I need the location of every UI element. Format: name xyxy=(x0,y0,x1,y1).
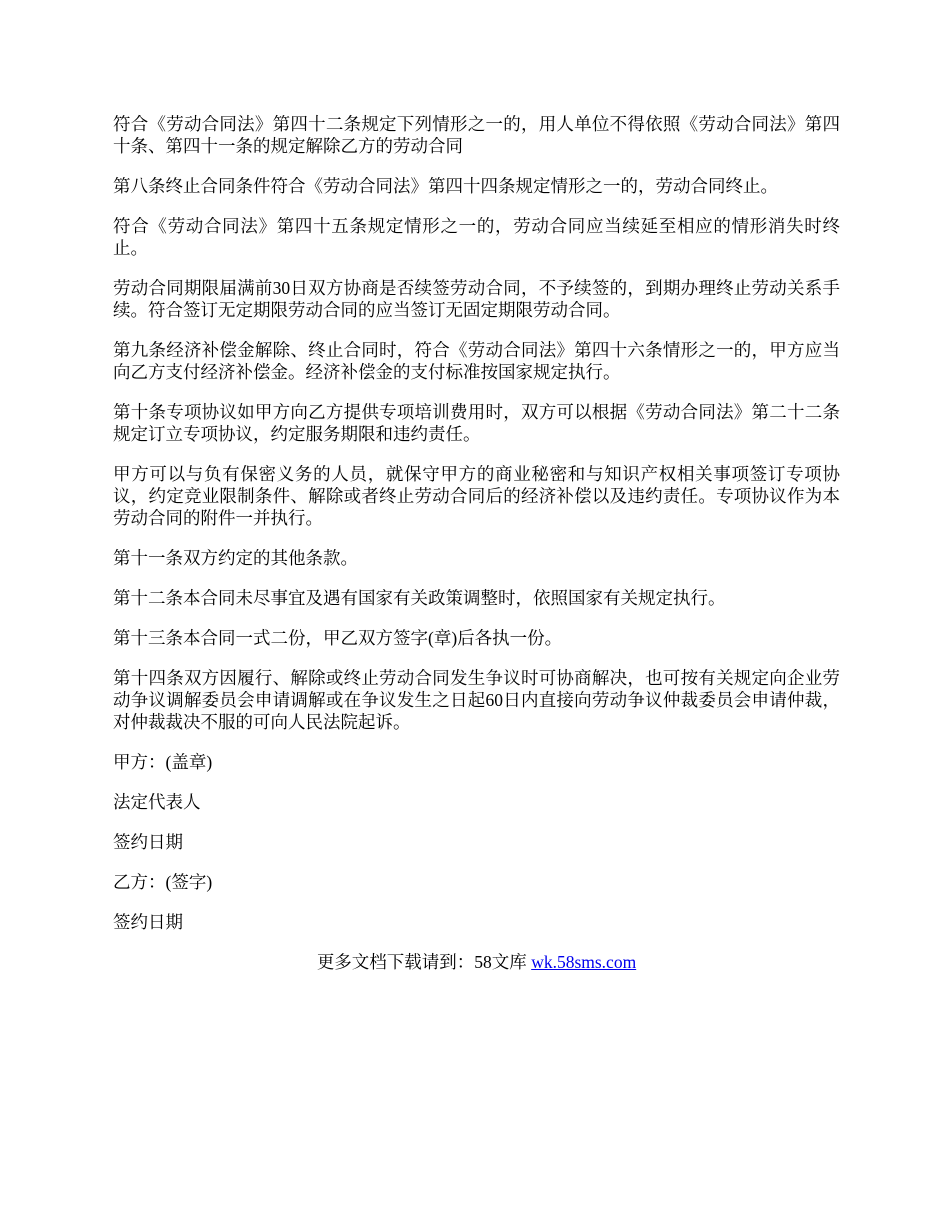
paragraph-article-13: 第十三条本合同一式二份，甲乙双方签字(章)后各执一份。 xyxy=(113,628,563,648)
paragraph-article-10: 第十条专项协议如甲方向乙方提供专项培训费用时，双方可以根据《劳动合同法》第二十二条规定订立专项协议，约定服务期限和违约责任。 xyxy=(113,402,840,444)
paragraph-renewal: 劳动合同期限届满前30日双方协商是否续签劳动合同，不予续签的，到期办理终止劳动关系手续。符合签订无定期限劳动合同的应当签订无固定期限劳动合同。 xyxy=(113,278,840,320)
download-footer xyxy=(113,951,840,973)
footer-text: 更多文档下载请到：58文库 xyxy=(316,952,532,972)
party-b-signature-label: 乙方：(签字) xyxy=(113,872,213,892)
paragraph-article-8: 第八条终止合同条件符合《劳动合同法》第四十四条规定情形之一的，劳动合同终止。 xyxy=(113,176,778,196)
party-a-seal-label: 甲方：(盖章) xyxy=(113,752,213,772)
party-a-sign-date-label: 签约日期 xyxy=(113,832,183,852)
paragraph-clause-42: 符合《劳动合同法》第四十二条规定下列情形之一的，用人单位不得依照《劳动合同法》第四十条、第四十一条的规定解除乙方的劳动合同 xyxy=(113,114,840,156)
paragraph-article-9: 第九条经济补偿金解除、终止合同时，符合《劳动合同法》第四十六条情形之一的，甲方应当向乙方支付经济补偿金。经济补偿金的支付标准按国家规定执行。 xyxy=(113,340,840,382)
legal-representative-label: 法定代表人 xyxy=(113,792,201,812)
party-b-sign-date-label: 签约日期 xyxy=(113,912,183,932)
paragraph-article-11: 第十一条双方约定的其他条款。 xyxy=(113,548,358,568)
paragraph-confidentiality: 甲方可以与负有保密义务的人员，就保守甲方的商业秘密和与知识产权相关事项签订专项协议，约定竞业限制条件、解除或者终止劳动合同后的经济补偿以及违约责任。专项协议作为本劳动合同的附件一并执行。 xyxy=(113,464,840,528)
footer-link[interactable]: wk.58sms.com xyxy=(531,952,637,972)
paragraph-article-12: 第十二条本合同未尽事宜及遇有国家有关政策调整时，依照国家有关规定执行。 xyxy=(113,588,726,608)
paragraph-article-14: 第十四条双方因履行、解除或终止劳动合同发生争议时可协商解决，也可按有关规定向企业劳动争议调解委员会申请调解或在争议发生之日起60日内直接向劳动争议仲裁委员会申请仲裁，对仲裁裁决不服的可向人民法院起诉。 xyxy=(113,668,840,732)
paragraph-clause-45: 符合《劳动合同法》第四十五条规定情形之一的，劳动合同应当续延至相应的情形消失时终止。 xyxy=(113,216,840,258)
document-body xyxy=(113,113,840,973)
